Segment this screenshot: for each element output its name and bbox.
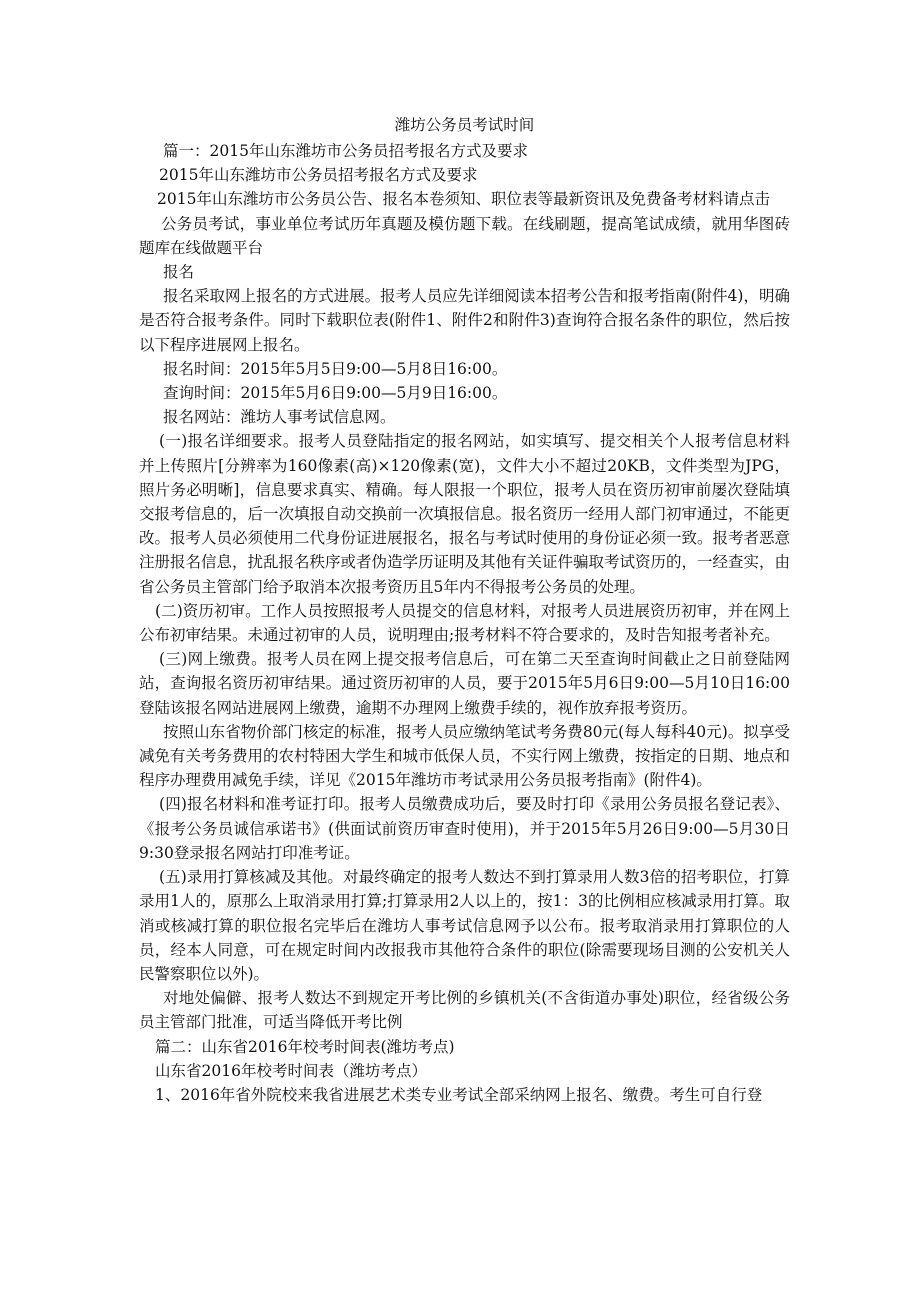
document-title: 潍坊公务员考试时间 xyxy=(394,116,535,134)
paragraph: 1、2016年省外院校来我省进展艺术类专业考试全部采纳网上报名、缴费。考生可自行登 xyxy=(155,1085,763,1104)
paragraph: 报名网站：潍坊人事考试信息网。 xyxy=(163,408,396,427)
paragraph: 篇一：2015年山东潍坊市公务员招考报名方式及要求 xyxy=(163,142,528,160)
paragraph: 报名采取网上报名的方式进展。报考人员应先详细阅读本招考公告和报考指南(附件4)，明确是否符合报考条件。同时下载职位表(附件1、附件2和附件3)查询符合报名条件的职位，然后按以下程序进展网上报名。 xyxy=(139,287,790,354)
paragraph: 按照山东省物价部门核定的标准，报考人员应缴纳笔试考务费80元(每人每科40元)。拟享受减免有关考务费用的农村特困大学生和城市低保人员，不实行网上缴费，按指定的日期、地点和程序办理费用减免手续，详见《2015年潍坊市考试录用公务员报考指南》(附件4)。 xyxy=(139,722,791,790)
paragraph: 山东省2016年校考时间表（潍坊考点） xyxy=(155,1061,427,1080)
paragraph: (一)报名详细要求。报考人员登陆指定的报名网站，如实填写、提交相关个人报考信息材料并上传照片[分辨率为160像素(高)×120像素(宽)，文件大小不超过20KB，文件类型为JPG，照片务必明晰]，信息要求真实、精确。每人限报一个职位，报考人员在资历初审前屡次登陆填交报考信息的，后一次填报自动交换前一次填报信息。报名资历一经用人部门初审通过，不能更改。报考人员必须使用二代身份证进展报名，报名与考试时使用的身份证必须一致。报考者恶意注册报名信息，扰乱报名秩序或者伪造学历证明及其他有关证件骗取考试资历的，一经查实，由省公务员主管部门给予取消本次报考资历且5年内不得报考公务员的处理。 xyxy=(139,432,791,596)
paragraph: 公务员考试，事业单位考试历年真题及模仿题下载。在线刷题，提高笔试成绩，就用华图砖题库在线做题平台 xyxy=(139,214,790,257)
document-body xyxy=(139,139,790,1107)
paragraph: 报名 xyxy=(163,263,195,282)
paragraph: (三)网上缴费。报考人员在网上提交报考信息后，可在第二天至查询时间截止之日前登陆网站，查询报名资历初审结果。通过资历初审的人员，要于2015年5月6日9:00—5月10日16:00登陆该报名网站进展网上缴费，逾期不办理网上缴费手续的，视作放弃报考资历。 xyxy=(139,650,790,717)
paragraph: 对地处偏僻、报考人数达不到规定开考比例的乡镇机关(不含街道办事处)职位，经省级公务员主管部门批准，可适当降低开考比例 xyxy=(139,989,790,1032)
paragraph: 篇二：山东省2016年校考时间表(潍坊考点) xyxy=(155,1037,455,1056)
paragraph: 2015年山东潍坊市公务员公告、报名本卷须知、职位表等最新资讯及免费备考材料请点击 xyxy=(157,190,770,209)
paragraph: (五)录用打算核减及其他。对最终确定的报考人数达不到打算录用人数3倍的招考职位，打算录用1人的，原那么上取消录用打算;打算录用2人以上的，按1：3的比例相应核减录用打算。取消或核减打算的职位报名完毕后在潍坊人事考试信息网予以公布。报考取消录用打算职位的人员，经本人同意，可在规定时间内改报我市其他符合条件的职位(除需要现场目测的公安机关人民警察职位以外)。 xyxy=(139,868,790,983)
paragraph: (四)报名材料和准考证打印。报考人员缴费成功后，要及时打印《录用公务员报名登记表》、《报考公务员诚信承诺书》(供面试前资历审查时使用)，并于2015年5月26日9:00—5月30日9:30登录报名网站打印准考证。 xyxy=(139,795,790,862)
paragraph: (二)资历初审。工作人员按照报考人员提交的信息材料，对报考人员进展资历初审，并在网上公布初审结果。未通过初审的人员，说明理由;报考材料不符合要求的，及时告知报考者补充。 xyxy=(139,601,790,645)
paragraph: 2015年山东潍坊市公务员招考报名方式及要求 xyxy=(159,166,478,185)
paragraph: 报名时间：2015年5月5日9:00—5月8日16:00。 xyxy=(163,359,508,378)
paragraph: 查询时间：2015年5月6日9:00—5月9日16:00。 xyxy=(163,384,508,403)
